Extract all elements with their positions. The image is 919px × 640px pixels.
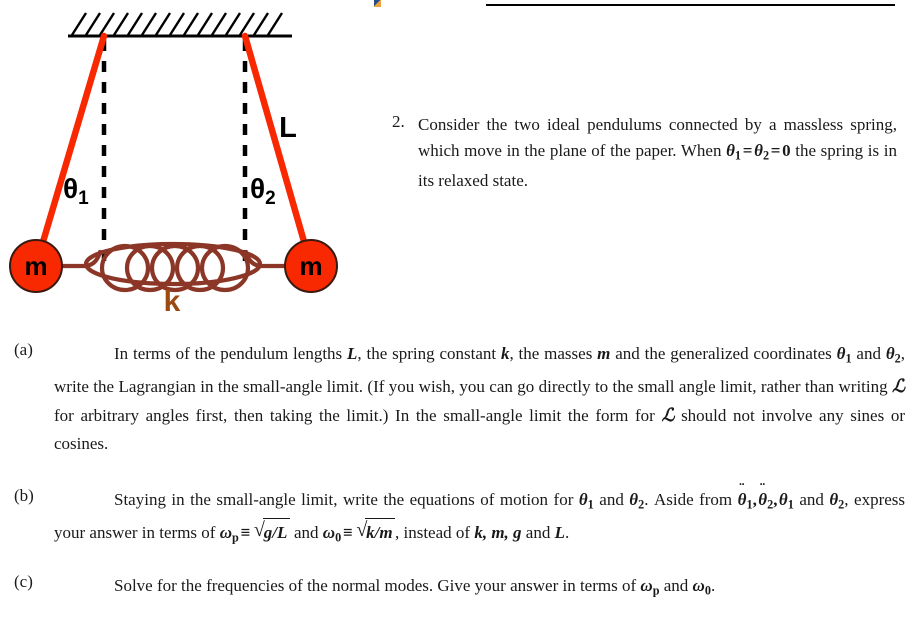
equiv-sign-1: ≡ bbox=[240, 523, 251, 543]
zero-value: 0 bbox=[782, 140, 791, 160]
equals-sign-2: = bbox=[770, 140, 781, 160]
equals-sign-1: = bbox=[742, 140, 753, 160]
coupled-pendulums-figure bbox=[0, 0, 370, 325]
omega-p-c: ω bbox=[640, 576, 653, 595]
problem-text: Consider the two ideal pendulums connected by a massless spring, which move in the plane of the paper. When $\theta_1=\theta_2=0$ the spring is in its relaxed state. bbox=[418, 115, 897, 191]
theta-b-1-sub: 1 bbox=[587, 497, 594, 512]
theta1-inline: θ bbox=[726, 140, 735, 160]
omega-0: ω bbox=[322, 523, 336, 543]
omega-0-c: ω bbox=[692, 576, 705, 595]
mass-label-left: m bbox=[24, 251, 48, 281]
omega-p-c-sub: p bbox=[652, 583, 660, 598]
theta-a-2-sub: 2 bbox=[894, 351, 901, 366]
omega-p: ω bbox=[219, 523, 233, 543]
spring-constant-label-k: k bbox=[163, 285, 181, 318]
theta2-label: $\theta_2$ bbox=[250, 173, 276, 209]
theta-b-2: θ bbox=[629, 490, 639, 509]
theta-ddot-2: ¨ θ bbox=[758, 486, 767, 514]
sqrt-k-over-m: √ k/m bbox=[356, 518, 395, 547]
math-comma-1: , bbox=[752, 490, 759, 509]
var-m: m bbox=[597, 344, 611, 363]
problem-number: 2. bbox=[392, 112, 405, 131]
length-label-L: L bbox=[279, 112, 297, 144]
theta-b-4: θ bbox=[829, 490, 839, 509]
var-L-b: L bbox=[554, 523, 565, 543]
theta-a-2: θ bbox=[885, 344, 895, 363]
theta-ddot-1-sub: 1 bbox=[746, 497, 753, 512]
part-c-body: Solve for the frequencies of the normal modes. Give your answer in terms of $\omega_p$ and $\omega_0$. bbox=[114, 576, 716, 598]
var-list-kmg: k, m, g bbox=[474, 523, 522, 543]
part-b-label: (b) bbox=[14, 486, 34, 505]
equiv-sign-2: ≡ bbox=[342, 523, 353, 543]
omega-0-sub: 0 bbox=[335, 530, 342, 545]
theta2-subscript: 2 bbox=[762, 147, 770, 162]
var-L: L bbox=[347, 344, 358, 363]
coupling-spring bbox=[60, 244, 287, 290]
header-rule bbox=[486, 4, 895, 6]
part-a-label: (a) bbox=[14, 340, 33, 359]
theta-ddot-2-sub: 2 bbox=[767, 497, 774, 512]
lagrangian-symbol-1: ℒ bbox=[892, 376, 905, 397]
sqrt-g-over-L: √ g/L bbox=[254, 518, 290, 547]
pendulum-rod-left bbox=[40, 36, 104, 252]
theta1-label: $\theta_1$ bbox=[63, 173, 89, 209]
part-a-body: In terms of the pendulum lengths L, the spring constant k, the masses m and the generalized coordinates $\theta_1$ and $\theta_2$, write the Lagrangian in the small-angle limit. (If you wish, you can go directly to the small angle limit, rather than writing ℒ for arbitrary angles first, then taking the limit.) In the small-angle limit the form for ℒ should not involve any sines or cosines. bbox=[54, 344, 906, 454]
math-comma-2: , bbox=[773, 490, 779, 509]
mass-label-right: m bbox=[299, 251, 323, 281]
part-b bbox=[14, 486, 905, 552]
omega-0-c-sub: 0 bbox=[704, 583, 711, 598]
theta-b-4-sub: 2 bbox=[838, 497, 845, 512]
lagrangian-symbol-2: ℒ bbox=[661, 405, 675, 426]
theta-b-3-sub: 1 bbox=[787, 497, 794, 512]
theta-b-2-sub: 2 bbox=[638, 497, 645, 512]
theta-a-1-sub: 1 bbox=[845, 351, 852, 366]
part-b-body: Staying in the small-angle limit, write the equations of motion for $\theta_1$ and $\theta_2$. Aside from ¨ $\theta_1$, ¨ $\theta_2$, $\theta_1$ and $\theta_2$, express your answer in terms of $\omega_p\equiv$ √ g/L and $\omega_0\equiv$ √ k/m , instead of k, m, g and L. bbox=[54, 486, 905, 552]
theta1-subscript: 1 bbox=[734, 147, 742, 162]
theta-a-1: θ bbox=[836, 344, 846, 363]
omega-p-sub: p bbox=[232, 530, 239, 545]
part-c-label: (c) bbox=[14, 572, 33, 591]
var-k: k bbox=[500, 344, 510, 363]
part-a bbox=[14, 340, 905, 458]
pendulum-rod-right bbox=[245, 36, 307, 252]
problem-statement bbox=[392, 112, 897, 194]
theta-b-3: θ bbox=[778, 490, 788, 509]
ceiling-hatching bbox=[72, 13, 282, 35]
theta-ddot-1: ¨ θ bbox=[738, 486, 747, 514]
page-corner-fragment bbox=[374, 0, 381, 7]
theta-b-1: θ bbox=[578, 490, 588, 509]
theta2-inline: θ bbox=[754, 140, 763, 160]
part-c bbox=[14, 572, 905, 604]
